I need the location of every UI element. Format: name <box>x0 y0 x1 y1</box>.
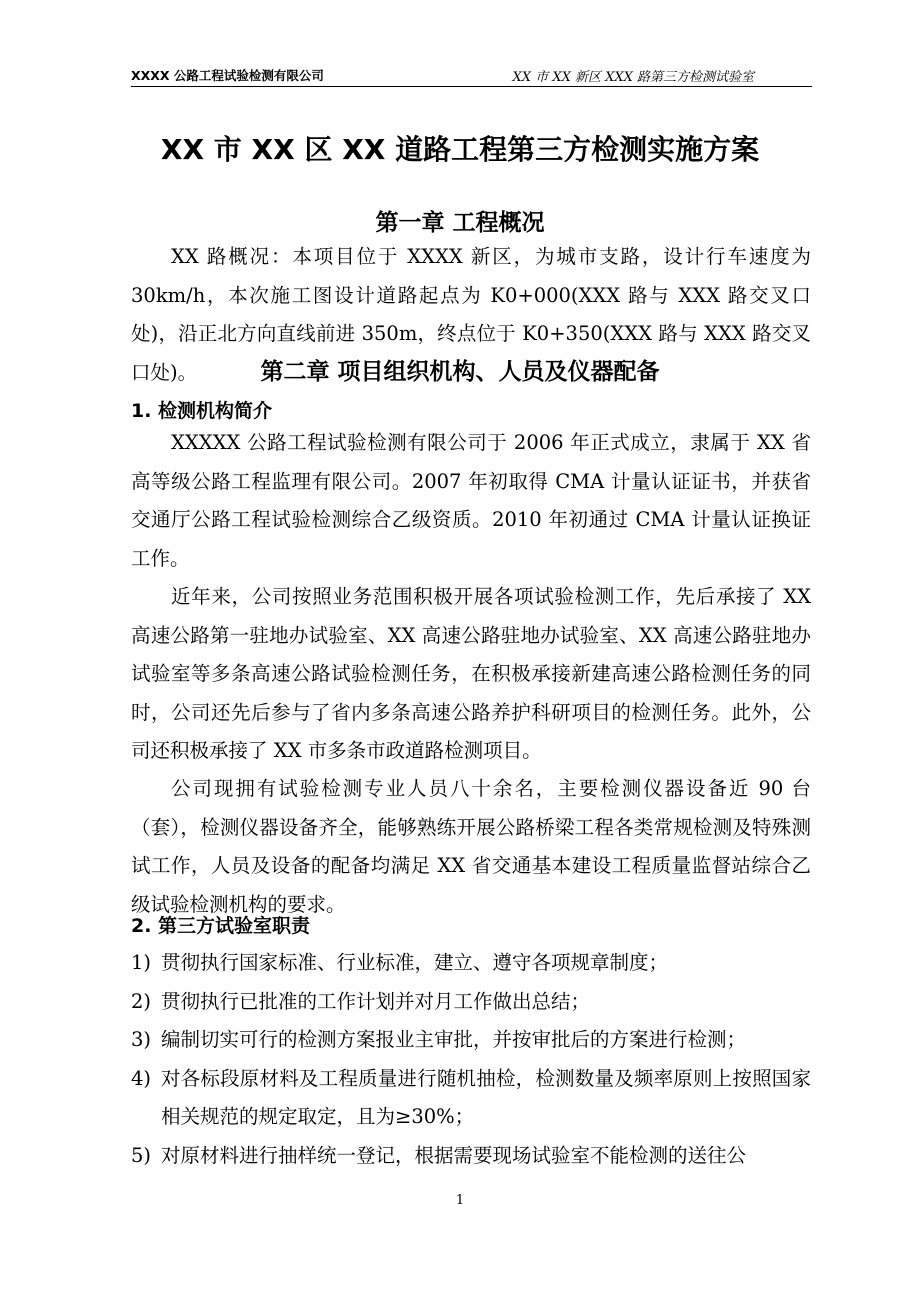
list-item <box>131 1137 811 1176</box>
list-item-text: 贯彻执行已批准的工作计划并对月工作做出总结； <box>161 989 591 1013</box>
list-item-number: 5) <box>131 1143 152 1167</box>
list-item-text: 对原材料进行抽样统一登记，根据需要现场试验室不能检测的送往公 <box>161 1143 747 1167</box>
header-lab-name: XX 市 XX 新区 XXX 路第三方检测试验室 <box>512 70 754 85</box>
document-title: XX 市 XX 区 XX 道路工程第三方检测实施方案 <box>160 133 760 166</box>
section1-paragraph-1: XXXXX 公路工程试验检测有限公司于 2006 年正式成立，隶属于 XX 省高等级公路工程监理有限公司。2007 年初取得 CMA 计量认证证书，并获省交通厅公路工程试验检测综合乙级资质。2010 年初通过 CMA 计量认证换证工作。 <box>131 431 811 570</box>
list-item <box>131 983 811 1022</box>
list-item-text: 编制切实可行的检测方案报业主审批，并按审批后的方案进行检测； <box>161 1028 747 1051</box>
chapter1-paragraph: XX 路概况：本项目位于 XXXX 新区，为城市支路，设计行车速度为 30km/h，本次施工图设计道路起点为 K0+000(XXX 路与 XXX 路交叉口处)，沿正北方向直线前进 350m，终点位于 K0+350(XXX 路与 XXX 路交叉口处)。 <box>131 245 811 384</box>
page-number: 1 <box>455 1193 465 1208</box>
list-item-number: 4) <box>131 1066 152 1090</box>
list-item-number: 1) <box>131 951 152 974</box>
responsibilities-list <box>131 944 811 1175</box>
section1-paragraph-2: 近年来，公司按照业务范围积极开展各项试验检测工作，先后承接了 XX 高速公路第一驻地办试验室、XX 高速公路驻地办试验室、XX 高速公路驻地办试验室等多条高速公路试验检测任务，在积极承接新建高速公路检测任务的同时，公司还先后参与了省内多条高速公路养护科研项目的检测任务。此外，公司还积极承接了 XX 市多条市政道路检测项目。 <box>131 585 811 762</box>
chapter1-heading: 第一章 工程概况 <box>375 210 545 236</box>
list-item <box>131 944 811 983</box>
section1-heading: 1. 检测机构简介 <box>131 400 273 422</box>
section1-paragraph-3: 公司现拥有试验检测专业人员八十余名，主要检测仪器设备近 90 台（套），检测仪器设备齐全，能够熟练开展公路桥梁工程各类常规检测及特殊测试工作，人员及设备的配备均满足 XX 省交通基本建设工程质量监督站综合乙级试验检测机构的要求。 <box>131 777 811 916</box>
chapter2-heading: 第二章 项目组织机构、人员及仪器配备 <box>260 359 660 385</box>
list-item-text: 贯彻执行国家标准、行业标准，建立、遵守各项规章制度； <box>161 951 669 974</box>
list-item <box>131 1060 811 1137</box>
header-company-name: XXXX 公路工程试验检测有限公司 <box>131 68 324 83</box>
list-item-number: 3) <box>131 1028 152 1051</box>
page-header <box>131 66 812 87</box>
list-item <box>131 1021 811 1060</box>
list-item-text: 对各标段原材料及工程质量进行随机抽检，检测数量及频率原则上按照国家相关规范的规定取定，且为≥30%； <box>161 1066 811 1128</box>
section2-heading: 2. 第三方试验室职责 <box>131 915 311 937</box>
list-item-number: 2) <box>131 989 152 1013</box>
